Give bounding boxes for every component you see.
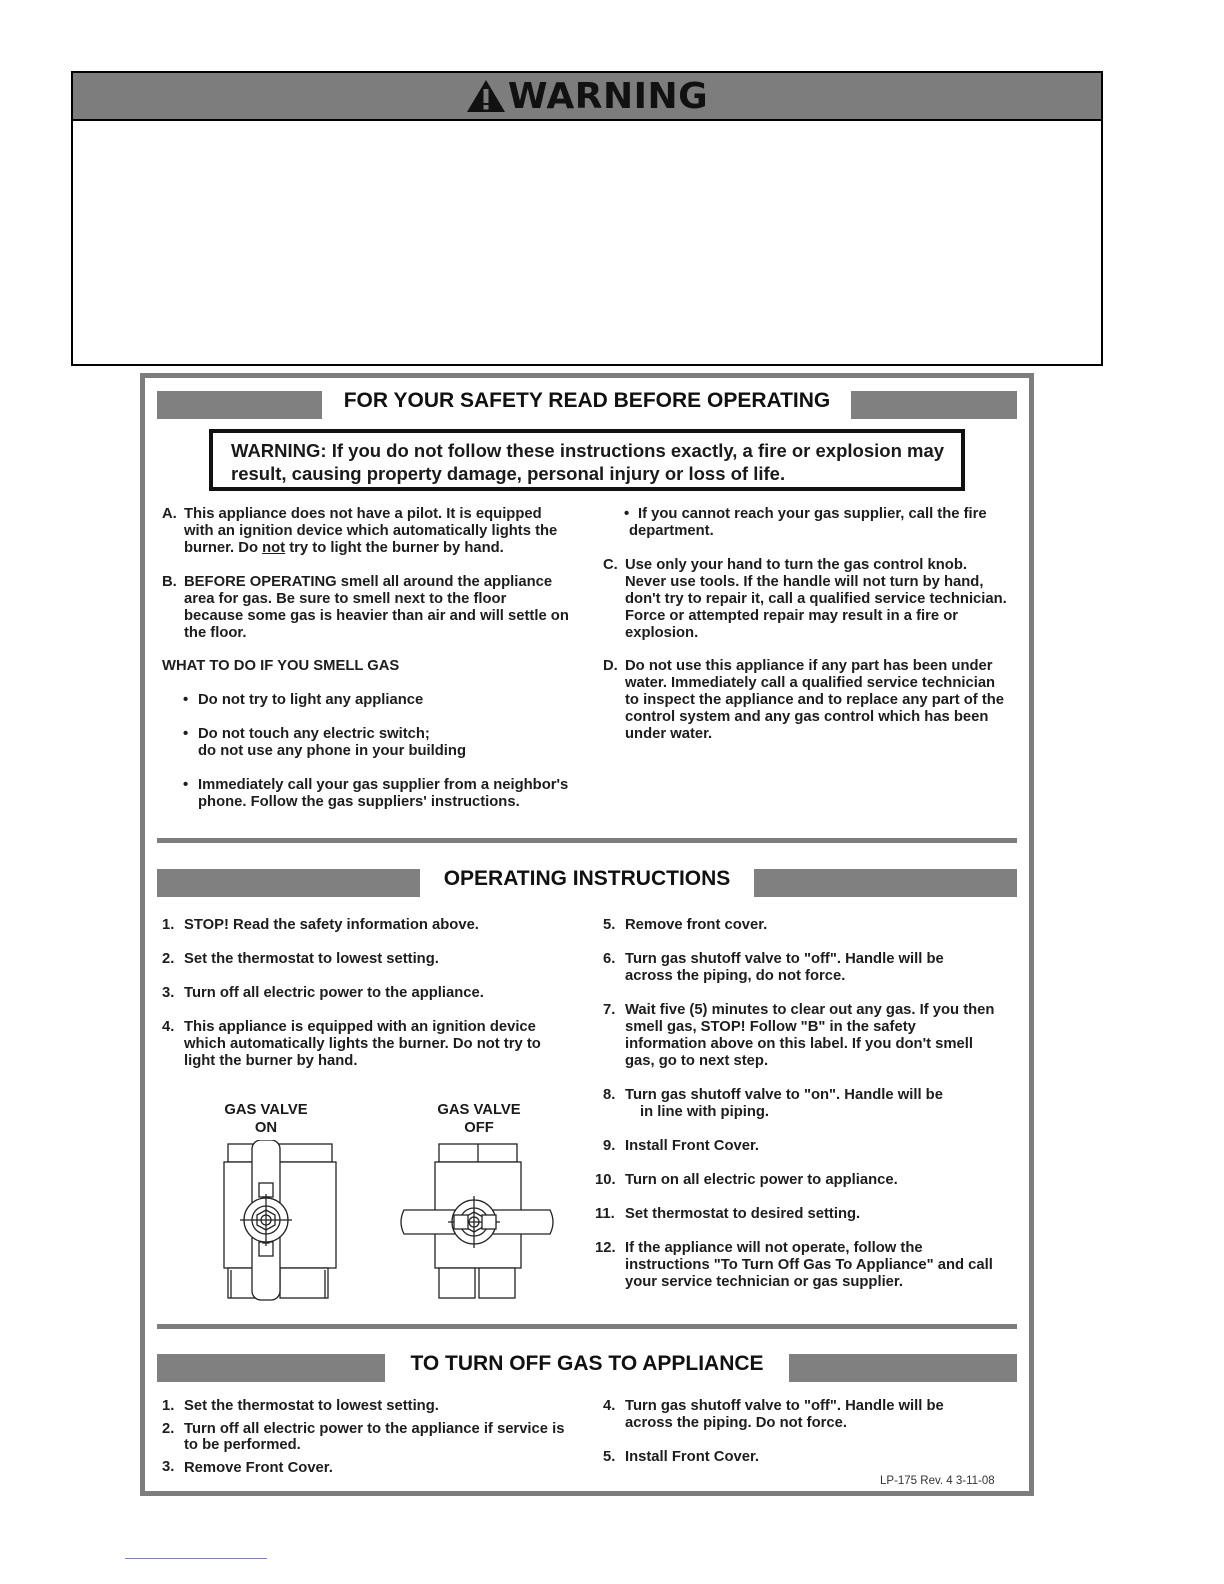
operating-section-title: OPERATING INSTRUCTIONS [443, 867, 731, 890]
item-c-text: Never use tools. If the handle will not turn by hand, [625, 574, 984, 590]
bullet-text: Immediately call your gas supplier from a neighbor's [198, 777, 569, 793]
step-text: your service technician or gas supplier. [625, 1274, 903, 1290]
step-text: across the piping, do not force. [625, 968, 846, 984]
step-text: Turn off all electric power to the appliance if service is [184, 1421, 565, 1437]
bullet-icon: • [183, 692, 189, 708]
item-a-text-pre: burner. Do [184, 540, 263, 556]
warning-banner [71, 71, 1103, 366]
item-d-text: control system and any gas control which has been [625, 709, 989, 725]
gas-valve-on-label [206, 1101, 326, 1137]
item-b-text: BEFORE OPERATING smell all around the appliance [184, 574, 553, 590]
bullet-text: department. [629, 523, 714, 539]
step-text: instructions "To Turn Off Gas To Appliance" and call [625, 1257, 993, 1273]
item-b-text: because some gas is heavier than air and will settle on [184, 608, 569, 624]
step-text: Turn off all electric power to the appliance. [184, 985, 484, 1001]
bullet-icon: • [624, 506, 630, 522]
gas-valve-on-diagram [218, 1140, 340, 1302]
warning-triangle-icon [466, 79, 506, 113]
bullet-icon: • [183, 777, 189, 793]
step-number: 2. [162, 951, 175, 967]
operating-section-header [157, 869, 1017, 897]
item-a-underlined: not [262, 540, 286, 556]
item-marker-c: C. [603, 557, 618, 573]
step-text: to be performed. [184, 1437, 301, 1453]
step-text: Set thermostat to desired setting. [625, 1206, 861, 1222]
item-c-text: Force or attempted repair may result in a fire or [625, 608, 959, 624]
item-a-text-post: try to light the burner by hand. [285, 540, 504, 556]
step-text: Turn gas shutoff valve to "off". Handle will be [625, 1398, 944, 1414]
step-text: Install Front Cover. [625, 1449, 760, 1465]
step-text: in line with piping. [640, 1104, 770, 1120]
item-d-text: Do not use this appliance if any part has been under [625, 658, 993, 674]
item-marker-d: D. [603, 658, 618, 674]
bullet-text: Do not touch any electric switch; [198, 726, 430, 742]
step-text: Install Front Cover. [625, 1138, 760, 1154]
step-text: Turn gas shutoff valve to "on". Handle will be [625, 1087, 943, 1103]
step-number: 10. [595, 1172, 616, 1188]
step-number: 5. [603, 1449, 616, 1465]
item-a-text: This appliance does not have a pilot. It is equipped [184, 506, 542, 522]
valve-label-line: GAS VALVE [224, 1102, 308, 1118]
step-number: 4. [162, 1019, 175, 1035]
item-c-text: explosion. [625, 625, 699, 641]
valve-label-line: GAS VALVE [437, 1102, 521, 1118]
step-text: gas, go to next step. [625, 1053, 769, 1069]
step-number: 12. [595, 1240, 616, 1256]
item-c-text: don't try to repair it, call a qualified service technician. [625, 591, 1007, 607]
step-number: 1. [162, 1398, 175, 1414]
warning-statement-line: WARNING: If you do not follow these instructions exactly, a fire or explosion may [231, 440, 945, 461]
step-text: smell gas, STOP! Follow "B" in the safety [625, 1019, 916, 1035]
step-text: Set the thermostat to lowest setting. [184, 951, 439, 967]
safety-section-header [157, 391, 1017, 419]
warning-banner-text: WARNING [507, 75, 709, 117]
bullet-text: If you cannot reach your gas supplier, call the fire [638, 506, 987, 522]
smell-gas-heading: WHAT TO DO IF YOU SMELL GAS [162, 658, 400, 674]
step-number: 11. [595, 1206, 615, 1222]
step-text: light the burner by hand. [184, 1053, 358, 1069]
turnoff-section-title: TO TURN OFF GAS TO APPLIANCE [410, 1352, 764, 1375]
bullet-text: phone. Follow the gas suppliers' instructions. [198, 794, 520, 810]
turnoff-section-header [157, 1354, 1017, 1382]
label-revision-code: LP-175 Rev. 4 3-11-08 [880, 1475, 995, 1487]
valve-label-line: ON [254, 1120, 278, 1136]
warning-statement-box [209, 429, 965, 491]
bullet-icon: • [183, 726, 189, 742]
item-a-text [184, 540, 504, 557]
footnote-separator [125, 1558, 267, 1559]
step-number: 6. [603, 951, 616, 967]
step-number: 8. [603, 1087, 616, 1103]
step-text: Remove front cover. [625, 917, 768, 933]
item-marker-a: A. [162, 506, 177, 522]
step-number: 3. [162, 985, 175, 1001]
item-a-text: with an ignition device which automatically lights the [184, 523, 558, 539]
section-divider [157, 1324, 1017, 1329]
step-text: Turn on all electric power to appliance. [625, 1172, 898, 1188]
step-text: If the appliance will not operate, follow the [625, 1240, 923, 1256]
item-d-text: water. Immediately call a qualified service technician [625, 675, 996, 691]
item-c-text: Use only your hand to turn the gas control knob. [625, 557, 967, 573]
item-marker-b: B. [162, 574, 177, 590]
warning-statement-line: result, causing property damage, personal injury or loss of life. [231, 463, 786, 484]
step-text: information above on this label. If you don't smell [625, 1036, 973, 1052]
valve-label-line: OFF [464, 1120, 494, 1136]
step-text: Wait five (5) minutes to clear out any gas. If you then [625, 1002, 995, 1018]
item-b-text: area for gas. Be sure to smell next to the floor [184, 591, 507, 607]
step-number: 1. [162, 917, 175, 933]
warning-banner-title [73, 73, 1101, 119]
bullet-text: Do not try to light any appliance [198, 692, 424, 708]
step-number: 7. [603, 1002, 616, 1018]
step-text: Turn gas shutoff valve to "off". Handle will be [625, 951, 944, 967]
step-number: 5. [603, 917, 616, 933]
safety-section-title: FOR YOUR SAFETY READ BEFORE OPERATING [343, 389, 831, 412]
item-b-text: the floor. [184, 625, 247, 641]
item-d-text: to inspect the appliance and to replace any part of the [625, 692, 1005, 708]
step-number: 4. [603, 1398, 616, 1414]
item-d-text: under water. [625, 726, 713, 742]
bullet-text: do not use any phone in your building [198, 743, 466, 759]
step-text: which automatically lights the burner. Do not try to [184, 1036, 541, 1052]
step-text: across the piping. Do not force. [625, 1415, 847, 1431]
step-number: 9. [603, 1138, 616, 1154]
step-number: 2. [162, 1421, 175, 1437]
section-divider [157, 838, 1017, 843]
gas-valve-off-diagram [396, 1140, 558, 1302]
gas-valve-off-label [419, 1101, 539, 1137]
step-text: Remove Front Cover. [184, 1460, 333, 1476]
step-number: 3. [162, 1459, 175, 1475]
step-text: This appliance is equipped with an ignition device [184, 1019, 536, 1035]
step-text: Set the thermostat to lowest setting. [184, 1398, 439, 1414]
step-text: STOP! Read the safety information above. [184, 917, 479, 933]
